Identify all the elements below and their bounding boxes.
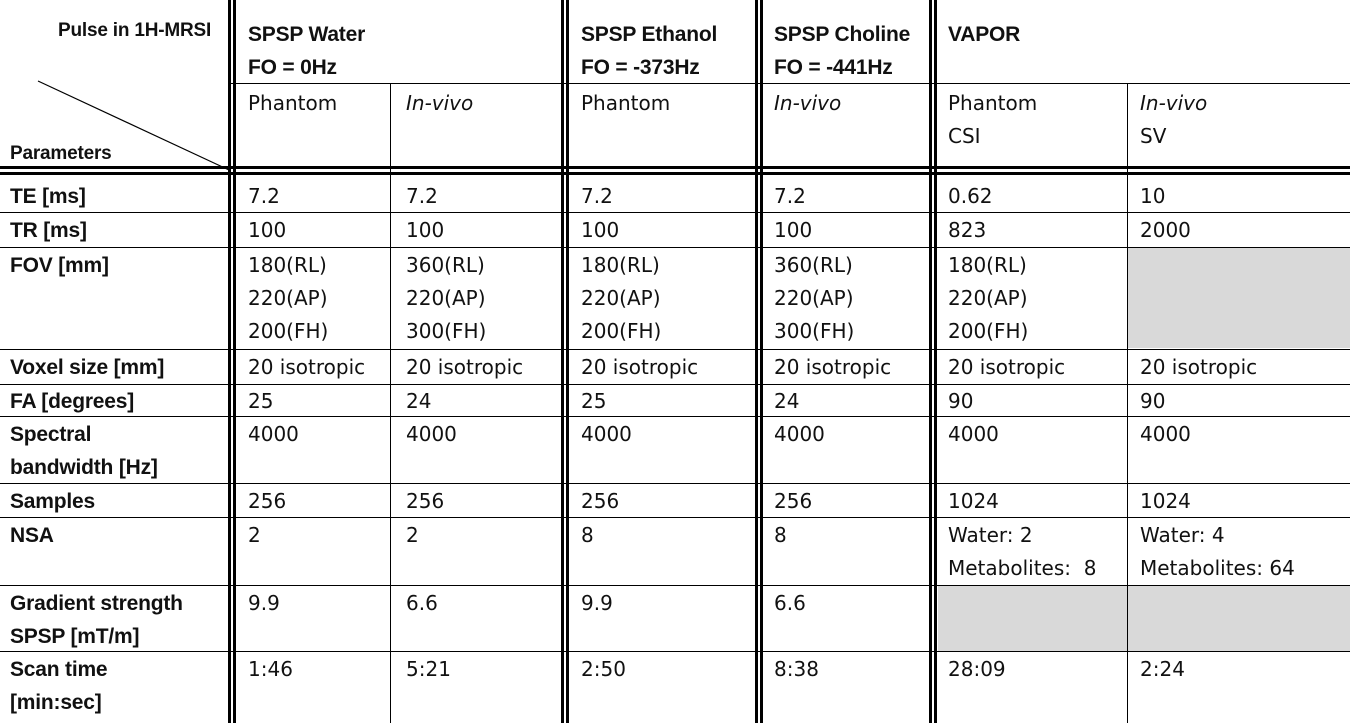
table-cell: 90 <box>1140 389 1166 413</box>
subheader-mode: SV <box>1140 124 1167 148</box>
row-label: FA [degrees] <box>10 390 135 413</box>
table-cell: 20 isotropic <box>1140 355 1258 379</box>
subheader-phantom: Phantom <box>248 91 338 115</box>
table-cell: 360(RL) <box>406 253 485 277</box>
group-header-title: SPSP Water <box>248 23 366 46</box>
table-cell: 2:50 <box>581 657 626 681</box>
column-divider <box>390 83 391 723</box>
table-cell: 1024 <box>1140 489 1191 513</box>
table-cell: 24 <box>406 389 432 413</box>
subheader-in-vivo: In-vivo <box>1140 91 1208 115</box>
table-cell: 256 <box>774 489 813 513</box>
table-cell: 25 <box>581 389 607 413</box>
table-cell: 20 isotropic <box>406 355 524 379</box>
table-cell: 200(FH) <box>248 319 329 343</box>
table-cell: 6.6 <box>774 591 806 615</box>
table-cell: 9.9 <box>581 591 613 615</box>
group-header-offset: FO = -373Hz <box>581 56 700 79</box>
table-cell: 9.9 <box>248 591 280 615</box>
row-label: Gradient strength <box>10 592 183 615</box>
table-cell: 220(AP) <box>581 286 661 310</box>
table-cell: 220(AP) <box>948 286 1028 310</box>
table-cell: 10 <box>1140 184 1166 208</box>
table-cell: 2 <box>248 523 261 547</box>
table-cell: 180(RL) <box>581 253 660 277</box>
table-cell: 20 isotropic <box>774 355 892 379</box>
table-cell: 220(AP) <box>248 286 328 310</box>
group-header-title: SPSP Ethanol <box>581 23 718 46</box>
table-cell: 7.2 <box>581 184 613 208</box>
row-divider <box>0 384 1350 385</box>
table-cell: Metabolites: 64 <box>1140 556 1295 580</box>
double-column-divider <box>233 0 236 723</box>
row-label: TE [ms] <box>10 185 86 208</box>
table-cell: 4000 <box>1140 422 1191 446</box>
row-label: [min:sec] <box>10 691 102 714</box>
table-cell: 300(FH) <box>406 319 487 343</box>
table-cell: 1024 <box>948 489 999 513</box>
table-cell: 20 isotropic <box>581 355 699 379</box>
table-cell: 4000 <box>406 422 457 446</box>
table-cell: 256 <box>581 489 620 513</box>
table-cell: 5:21 <box>406 657 451 681</box>
row-divider <box>0 585 1350 586</box>
corner-header-parameters: Parameters <box>10 143 112 164</box>
table-cell: 24 <box>774 389 800 413</box>
row-divider <box>0 349 1350 350</box>
double-column-divider <box>755 0 758 723</box>
table-cell: 360(RL) <box>774 253 853 277</box>
table-cell: 200(FH) <box>948 319 1029 343</box>
table-cell: 4000 <box>774 422 825 446</box>
group-header-title: SPSP Choline <box>774 23 911 46</box>
column-divider <box>1127 83 1128 723</box>
row-label: TR [ms] <box>10 219 87 242</box>
table-cell: 200(FH) <box>581 319 662 343</box>
subheader-divider <box>230 83 1350 84</box>
table-cell: 2:24 <box>1140 657 1185 681</box>
row-label: Voxel size [mm] <box>10 356 165 379</box>
row-divider <box>0 483 1350 484</box>
table-cell: 100 <box>581 218 620 242</box>
row-label: Scan time <box>10 658 108 681</box>
group-header-offset: FO = -441Hz <box>774 56 893 79</box>
table-cell: 0.62 <box>948 184 993 208</box>
table-cell: 1:46 <box>248 657 293 681</box>
subheader-phantom: Phantom <box>948 91 1038 115</box>
table-cell: 2 <box>406 523 419 547</box>
table-cell: 7.2 <box>406 184 438 208</box>
table-cell: 180(RL) <box>248 253 327 277</box>
header-separator-top <box>0 166 1350 169</box>
header-separator-bottom <box>0 172 1350 175</box>
table-cell: Metabolites: 8 <box>948 556 1097 580</box>
table-cell: 8:38 <box>774 657 819 681</box>
row-divider <box>0 416 1350 417</box>
table-cell: 28:09 <box>948 657 1006 681</box>
row-divider <box>0 517 1350 518</box>
group-header-offset: FO = 0Hz <box>248 56 337 79</box>
row-divider <box>0 651 1350 652</box>
table-cell: 6.6 <box>406 591 438 615</box>
subheader-in-vivo: In-vivo <box>774 91 842 115</box>
table-cell: 4000 <box>581 422 632 446</box>
row-label: FOV [mm] <box>10 254 109 277</box>
empty-shaded-cell <box>1128 248 1350 348</box>
corner-header-pulse: Pulse in 1H-MRSI <box>58 20 212 41</box>
table-cell: 7.2 <box>248 184 280 208</box>
table-cell: 7.2 <box>774 184 806 208</box>
table-cell: 4000 <box>948 422 999 446</box>
subheader-mode: CSI <box>948 124 981 148</box>
row-label: Spectral <box>10 423 92 446</box>
table-cell: 20 isotropic <box>248 355 366 379</box>
table-cell: Water: 4 <box>1140 523 1225 547</box>
table-cell: 220(AP) <box>774 286 854 310</box>
table-cell: 100 <box>774 218 813 242</box>
table-cell: 2000 <box>1140 218 1191 242</box>
double-column-divider <box>566 0 569 723</box>
table-cell: 25 <box>248 389 274 413</box>
table-cell: 20 isotropic <box>948 355 1066 379</box>
table-cell: 220(AP) <box>406 286 486 310</box>
table-cell: 256 <box>248 489 287 513</box>
double-column-divider <box>561 0 564 723</box>
double-column-divider <box>228 0 231 723</box>
table-cell: 100 <box>248 218 287 242</box>
row-label: NSA <box>10 524 54 547</box>
table-cell: 300(FH) <box>774 319 855 343</box>
row-divider <box>0 247 1350 248</box>
table-cell: 256 <box>406 489 445 513</box>
table-cell: 100 <box>406 218 445 242</box>
row-divider <box>0 212 1350 213</box>
empty-shaded-cell <box>938 585 1350 651</box>
double-column-divider <box>934 0 937 723</box>
table-cell: Water: 2 <box>948 523 1033 547</box>
table-cell: 90 <box>948 389 974 413</box>
table-cell: 180(RL) <box>948 253 1027 277</box>
row-label: Samples <box>10 490 95 513</box>
double-column-divider <box>760 0 763 723</box>
table-cell: 823 <box>948 218 987 242</box>
group-header-title: VAPOR <box>948 23 1021 46</box>
table-cell: 8 <box>581 523 594 547</box>
row-label: SPSP [mT/m] <box>10 625 140 648</box>
subheader-phantom: Phantom <box>581 91 671 115</box>
double-column-divider <box>929 0 932 723</box>
table-cell: 8 <box>774 523 787 547</box>
row-label: bandwidth [Hz] <box>10 456 158 479</box>
table-cell: 4000 <box>248 422 299 446</box>
subheader-in-vivo: In-vivo <box>406 91 474 115</box>
